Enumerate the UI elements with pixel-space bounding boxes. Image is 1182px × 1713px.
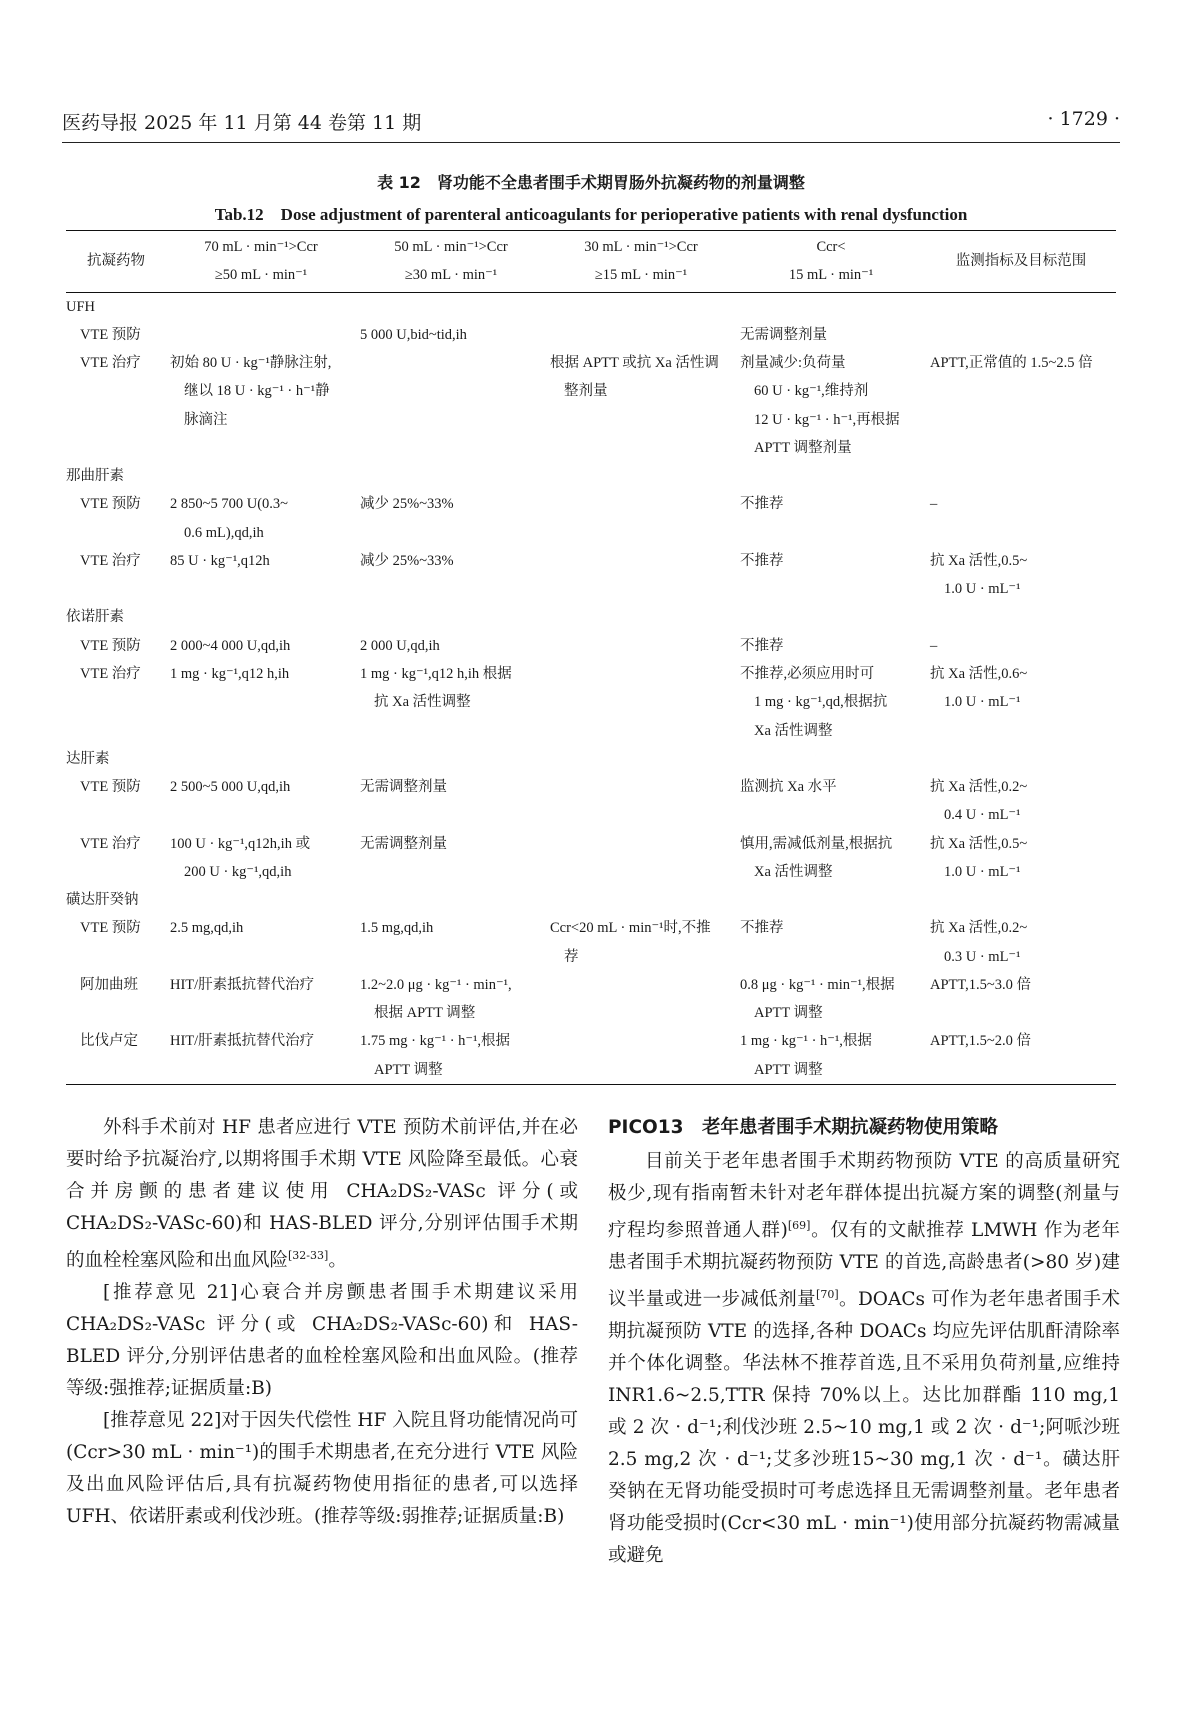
left-text-column <box>66 1112 578 1533</box>
table-row <box>66 632 1116 660</box>
row-label: UFH <box>66 298 96 315</box>
header-line-1: 监测指标及目标范围 <box>955 253 1087 270</box>
table-cell: 监测抗 Xa 水平 <box>740 779 837 796</box>
table-cell <box>166 292 356 321</box>
recommendation-21: [推荐意见 21]心衰合并房颤患者围手术期建议采用 CHA₂DS₂-VASc 评分(或 CHA₂DS₂-VASc-60)和 HAS-BLED 评分,分别评估患者的血栓栓塞风险和出血风险。(推荐等级:强推荐;证据质量:B) <box>66 1282 578 1400</box>
column-header <box>736 231 926 293</box>
table-cell <box>546 660 736 745</box>
table-cell <box>736 745 926 773</box>
table-row <box>66 830 1116 887</box>
table-cell: 减少 25%~33% <box>360 552 454 569</box>
table-cell <box>546 886 736 914</box>
table-cell: 抗 Xa 活性,0.2~ 0.3 U · mL⁻¹ <box>930 920 1028 965</box>
table-cell: 不推荐 <box>740 496 784 513</box>
table-cell <box>736 886 926 914</box>
recommendation-22: [推荐意见 22]对于因失代偿性 HF 入院且肾功能情况尚可(Ccr>30 mL · min⁻¹)的围手术期患者,在充分进行 VTE 风险及出血风险评估后,具有抗凝药物使用指征的患者,可以选择 UFH、依诺肝素或利伐沙班。(推荐等级:弱推荐;证据质量:B) <box>66 1410 578 1528</box>
row-label: 阿加曲班 <box>80 976 138 993</box>
row-label: VTE 预防 <box>80 496 141 513</box>
right-text-column <box>608 1112 1120 1572</box>
paragraph: 外科手术前对 HF 患者应进行 VTE 预防术前评估,并在必要时给予抗凝治疗,以期将围手术期 VTE 风险降至最低。心衰合并房颤的患者建议使用 CHA₂DS₂-VASc 评分(或 CHA₂DS₂-VASc-60)和 HAS-BLED 评分,分别评估围手术期的血栓栓塞风险和出血风险[32-33]。 <box>66 1117 578 1272</box>
table-cell <box>546 830 736 887</box>
header-line-2: ≥15 mL · min⁻¹ <box>594 267 688 284</box>
row-label: 比伐卢定 <box>80 1033 138 1050</box>
table-cell: 抗 Xa 活性,0.2~ 0.4 U · mL⁻¹ <box>930 779 1028 824</box>
table-cell: 2 000~4 000 U,qd,ih <box>170 637 291 654</box>
table-caption-en: Tab.12 Dose adjustment of parenteral anticoagulants for perioperative patients with renal dysfunction <box>214 205 968 224</box>
table-row <box>66 349 1116 462</box>
table-caption-cn: 表 12 肾功能不全患者围手术期胃肠外抗凝药物的剂量调整 <box>377 173 805 192</box>
table-cell: Ccr<20 mL · min⁻¹时,不推 荐 <box>550 920 711 965</box>
page-header <box>62 108 1120 143</box>
row-label: VTE 预防 <box>80 920 141 937</box>
row-label: 依诺肝素 <box>66 609 124 626</box>
table-cell <box>546 773 736 830</box>
header-line-2: ≥50 mL · min⁻¹ <box>214 267 308 284</box>
table-cell: HIT/肝素抵抗替代治疗 <box>170 1033 315 1050</box>
table-cell <box>356 292 546 321</box>
table-cell: 抗 Xa 活性,0.5~ 1.0 U · mL⁻¹ <box>930 835 1028 880</box>
table-cell: 无需调整剂量 <box>360 835 447 852</box>
section-heading: PICO13 老年患者围手术期抗凝药物使用策略 <box>608 1117 998 1138</box>
citation: [69] <box>787 1219 811 1232</box>
table-cell: 慎用,需减低剂量,根据抗 Xa 活性调整 <box>740 835 893 880</box>
header-line-1: Ccr< <box>816 239 846 255</box>
table-cell: 抗 Xa 活性,0.5~ 1.0 U · mL⁻¹ <box>930 552 1028 598</box>
table-cell: 100 U · kg⁻¹,q12h,ih 或 200 U · kg⁻¹,qd,ih <box>170 835 311 880</box>
table-cell: 初始 80 U · kg⁻¹静脉注射, 继以 18 U · kg⁻¹ · h⁻¹静 脉滴注 <box>170 355 332 428</box>
header-line-1: 70 mL · min⁻¹>Ccr <box>204 239 318 255</box>
header-line-2: ≥30 mL · min⁻¹ <box>404 267 498 284</box>
drug-group-row <box>66 886 1116 914</box>
citation: [70] <box>816 1288 839 1302</box>
table-cell <box>546 745 736 773</box>
table-cell <box>546 1027 736 1084</box>
table-cell <box>166 462 356 490</box>
table-cell <box>926 321 1116 349</box>
table-cell <box>546 490 736 547</box>
column-header <box>356 231 546 293</box>
table-cell: – <box>930 496 938 513</box>
table-cell: 根据 APTT 或抗 Xa 活性调 整剂量 <box>550 355 719 400</box>
row-label: 达肝素 <box>66 750 110 767</box>
table-row <box>66 773 1116 830</box>
row-label: VTE 预防 <box>80 779 141 796</box>
table-cell: 不推荐 <box>740 552 784 569</box>
header-line-1: 抗凝药物 <box>87 253 145 270</box>
table-cell: 1 mg · kg⁻¹,q12 h,ih 根据 抗 Xa 活性调整 <box>360 665 512 711</box>
table-cell <box>736 292 926 321</box>
table-cell: APTT,1.5~2.0 倍 <box>930 1033 1032 1050</box>
table-cell <box>546 321 736 349</box>
header-line-1: 30 mL · min⁻¹>Ccr <box>584 239 698 255</box>
table-cell: 不推荐 <box>740 637 784 654</box>
table-cell <box>356 462 546 490</box>
header-line-1: 50 mL · min⁻¹>Ccr <box>394 239 508 255</box>
table-cell: 1.75 mg · kg⁻¹ · h⁻¹,根据 APTT 调整 <box>360 1033 511 1078</box>
table-cell: 不推荐 <box>740 920 784 937</box>
row-label: VTE 预防 <box>80 326 141 343</box>
table-cell <box>926 462 1116 490</box>
table-cell: 2 500~5 000 U,qd,ih <box>170 779 291 796</box>
table-cell <box>166 321 356 349</box>
table-cell: 减少 25%~33% <box>360 496 454 513</box>
row-label: VTE 预防 <box>80 637 141 654</box>
table-cell: 2 000 U,qd,ih <box>360 637 440 654</box>
table-cell <box>736 603 926 631</box>
row-label: VTE 治疗 <box>80 552 141 569</box>
table-cell: 2 850~5 700 U(0.3~ 0.6 mL),qd,ih <box>170 496 288 541</box>
table-cell <box>546 292 736 321</box>
column-header <box>546 231 736 293</box>
table-cell <box>166 745 356 773</box>
column-header <box>166 231 356 293</box>
journal-title: 医药导报 2025 年 11 月第 44 卷第 11 期 <box>62 112 422 134</box>
row-label: 磺达肝癸钠 <box>66 892 139 909</box>
table-cell <box>926 745 1116 773</box>
table-cell: 抗 Xa 活性,0.6~ 1.0 U · mL⁻¹ <box>930 665 1028 711</box>
table-cell: 5 000 U,bid~tid,ih <box>360 326 467 343</box>
table-cell: 2.5 mg,qd,ih <box>170 920 244 937</box>
table-cell <box>736 462 926 490</box>
table-row <box>66 490 1116 547</box>
table-cell <box>356 886 546 914</box>
table-cell: 85 U · kg⁻¹,q12h <box>170 552 270 569</box>
table-cell: 无需调整剂量 <box>740 326 827 343</box>
dose-table <box>66 230 1116 1085</box>
table-cell: – <box>930 637 938 654</box>
table-row <box>66 660 1116 745</box>
drug-group-row <box>66 745 1116 773</box>
row-label: VTE 治疗 <box>80 835 141 852</box>
table-cell <box>926 886 1116 914</box>
table-cell <box>546 971 736 1028</box>
table-cell <box>356 603 546 631</box>
row-label: VTE 治疗 <box>80 355 141 372</box>
table-row <box>66 1027 1116 1084</box>
drug-group-row <box>66 462 1116 490</box>
table-cell <box>546 632 736 660</box>
table-cell <box>546 547 736 604</box>
paragraph: 目前关于老年患者围手术期药物预防 VTE 的高质量研究极少,现有指南暂未针对老年群体提出抗凝方案的调整(剂量与疗程均参照普通人群)[69]。仅有的文献推荐 LMWH 作为老年患者围手术期抗凝药物预防 VTE 的首选,高龄患者(>80 岁)建议半量或进一步减低剂量[70]。DOACs 可作为老年患者围手术期抗凝预防 VTE 的选择,各种 DOACs 均应先评估肌酐清除率并个体化调整。华法林不推荐首选,且不采用负荷剂量,应维持 INR1.6~2.5,TTR 保持 70%以上。达比加群酯 110 mg,1 或 2 次 · d⁻¹;利伐沙班 2.5~10 mg,1 或 2 次 · d⁻¹;阿哌沙班 2.5 mg,2 次 · d⁻¹;艾多沙班15~30 mg,1 次 · d⁻¹。磺达肝癸钠在无肾功能受损时可考虑选择且无需调整剂量。老年患者肾功能受损时(Ccr<30 mL · min⁻¹)使用部分抗凝药物需减量或避免 <box>608 1151 1121 1567</box>
table-row <box>66 547 1116 604</box>
table-cell <box>166 886 356 914</box>
table-cell <box>546 603 736 631</box>
table-cell: 不推荐,必须应用时可 1 mg · kg⁻¹,qd,根据抗 Xa 活性调整 <box>740 665 888 739</box>
table-cell: APTT,1.5~3.0 倍 <box>930 976 1032 993</box>
table-row <box>66 971 1116 1028</box>
row-label: 那曲肝素 <box>66 468 124 485</box>
table-cell: 1.5 mg,qd,ih <box>360 920 434 937</box>
table-cell: 1 mg · kg⁻¹ · h⁻¹,根据 APTT 调整 <box>740 1033 872 1078</box>
table-cell <box>356 349 546 462</box>
table-cell: APTT,正常值的 1.5~2.5 倍 <box>930 355 1093 372</box>
table-cell: 0.8 μg · kg⁻¹ · min⁻¹,根据 APTT 调整 <box>740 976 895 1022</box>
table-cell <box>356 745 546 773</box>
table-cell <box>546 462 736 490</box>
citation: [32-33] <box>288 1249 329 1262</box>
table-row <box>66 321 1116 349</box>
page-number: · 1729 · <box>1047 108 1120 130</box>
column-header <box>66 231 166 293</box>
drug-group-row <box>66 603 1116 631</box>
row-label: VTE 治疗 <box>80 665 141 682</box>
table-cell <box>166 603 356 631</box>
table-cell <box>926 603 1116 631</box>
table-cell: 无需调整剂量 <box>360 779 447 796</box>
table-cell: 1 mg · kg⁻¹,q12 h,ih <box>170 665 290 682</box>
table-cell: 剂量减少:负荷量 60 U · kg⁻¹,维持剂 12 U · kg⁻¹ · h⁻¹,再根据 APTT 调整剂量 <box>740 355 900 456</box>
drug-group-row <box>66 292 1116 321</box>
header-line-2: 15 mL · min⁻¹ <box>788 267 874 284</box>
table-row <box>66 914 1116 971</box>
table-cell: 1.2~2.0 μg · kg⁻¹ · min⁻¹, 根据 APTT 调整 <box>360 976 512 1022</box>
table-cell <box>926 292 1116 321</box>
column-header <box>926 231 1116 293</box>
table-cell: HIT/肝素抵抗替代治疗 <box>170 976 315 993</box>
